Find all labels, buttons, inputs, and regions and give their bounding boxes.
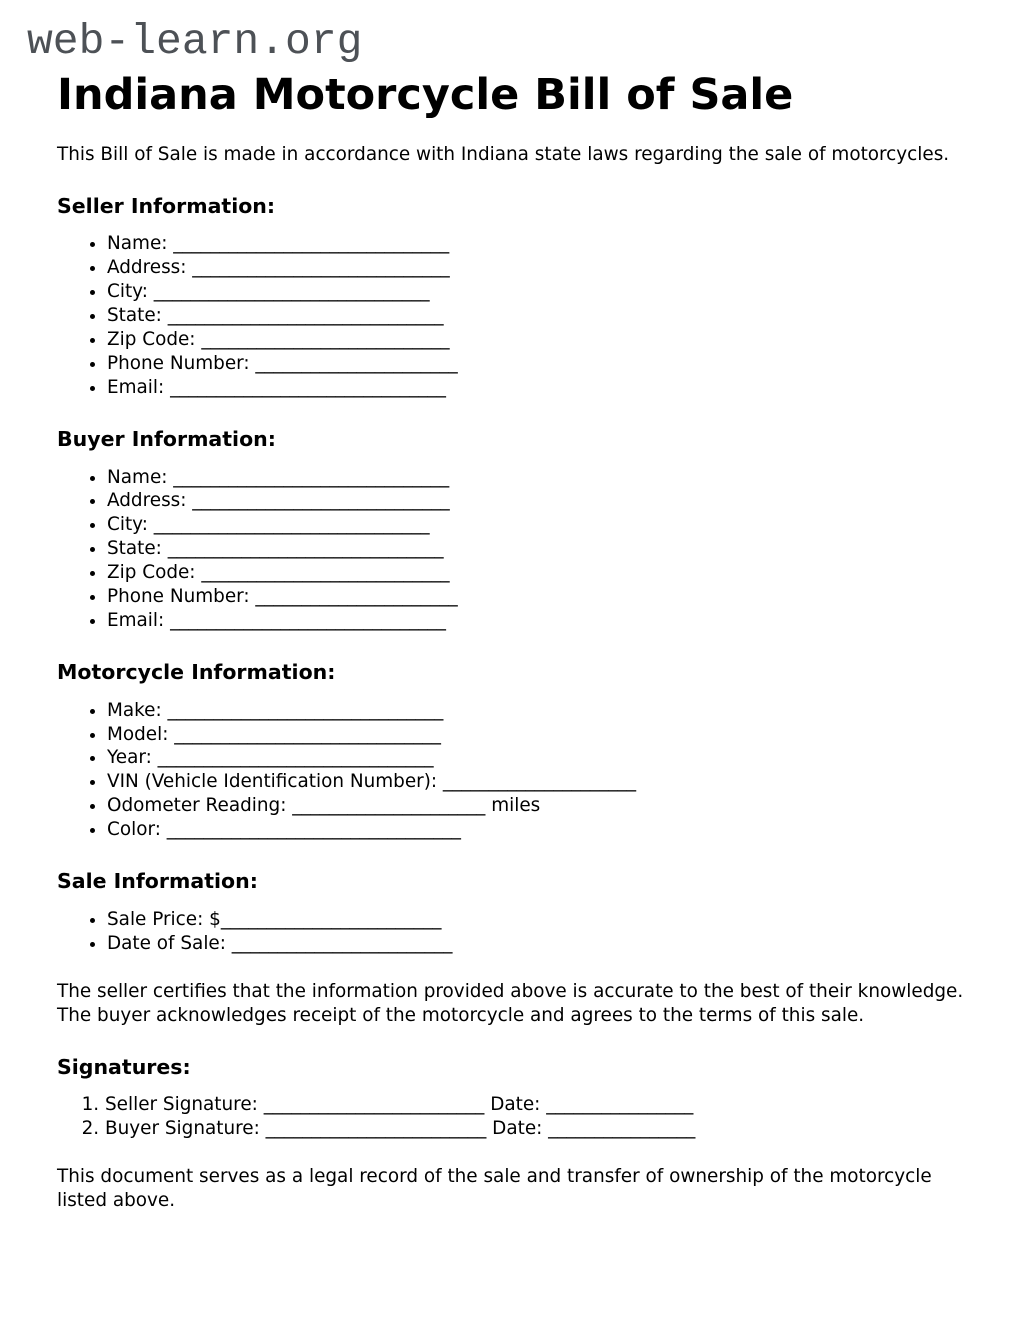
- field-sale-date: • Date of Sale: ________________________: [107, 932, 977, 956]
- field-buyer-city: • City: ______________________________: [107, 513, 977, 537]
- field-seller-city: • City: ______________________________: [107, 280, 977, 304]
- seller-signature-line: 1. Seller Signature: ________________________ Date: ________________: [105, 1093, 977, 1117]
- sale-info-list: [57, 908, 977, 956]
- seller-info-list: [57, 232, 977, 399]
- field-seller-zip: • Zip Code: ___________________________: [107, 328, 977, 352]
- field-vin: • VIN (Vehicle Identification Number): _____________________: [107, 770, 977, 794]
- buyer-info-list: [57, 466, 977, 633]
- buyer-info-heading: Buyer Information:: [57, 426, 276, 451]
- sale-info-heading: Sale Information:: [57, 869, 258, 894]
- footer-note: This document serves as a legal record of the sale and transfer of ownership of the motorcycle listed above.: [57, 1165, 932, 1211]
- field-seller-name: • Name: ______________________________: [107, 232, 977, 256]
- field-odometer: • Odometer Reading: _____________________ miles: [107, 794, 977, 818]
- page-title: Indiana Motorcycle Bill of Sale: [57, 69, 794, 120]
- field-seller-address: • Address: ____________________________: [107, 256, 977, 280]
- field-seller-state: • State: ______________________________: [107, 304, 977, 328]
- certification-paragraph: The seller certifies that the information provided above is accurate to the best of their knowledge. The buyer acknowledges receipt of the motorcycle and agrees to the terms of this sale.: [57, 980, 964, 1026]
- field-year: • Year: ______________________________: [107, 746, 977, 770]
- site-logo: web-learn.org: [27, 17, 363, 66]
- field-buyer-phone: • Phone Number: ______________________: [107, 585, 977, 609]
- signatures-list: [57, 1093, 977, 1141]
- field-buyer-name: • Name: ______________________________: [107, 466, 977, 490]
- field-buyer-zip: • Zip Code: ___________________________: [107, 561, 977, 585]
- seller-info-heading: Seller Information:: [57, 193, 276, 218]
- intro-paragraph: This Bill of Sale is made in accordance with Indiana state laws regarding the sale of motorcycles.: [57, 143, 950, 165]
- field-color: • Color: ________________________________: [107, 818, 977, 842]
- field-sale-price: • Sale Price: $________________________: [107, 908, 977, 932]
- motorcycle-info-heading: Motorcycle Information:: [57, 660, 336, 684]
- field-seller-email: • Email: ______________________________: [107, 376, 977, 400]
- field-buyer-email: • Email: ______________________________: [107, 609, 977, 633]
- buyer-signature-line: 2. Buyer Signature: ________________________ Date: ________________: [105, 1117, 977, 1141]
- field-model: • Model: _____________________________: [107, 723, 977, 747]
- field-buyer-address: • Address: ____________________________: [107, 489, 977, 513]
- field-make: • Make: ______________________________: [107, 699, 977, 723]
- motorcycle-info-list: [57, 699, 977, 843]
- field-buyer-state: • State: ______________________________: [107, 537, 977, 561]
- field-seller-phone: • Phone Number: ______________________: [107, 352, 977, 376]
- signatures-heading: Signatures:: [57, 1054, 191, 1079]
